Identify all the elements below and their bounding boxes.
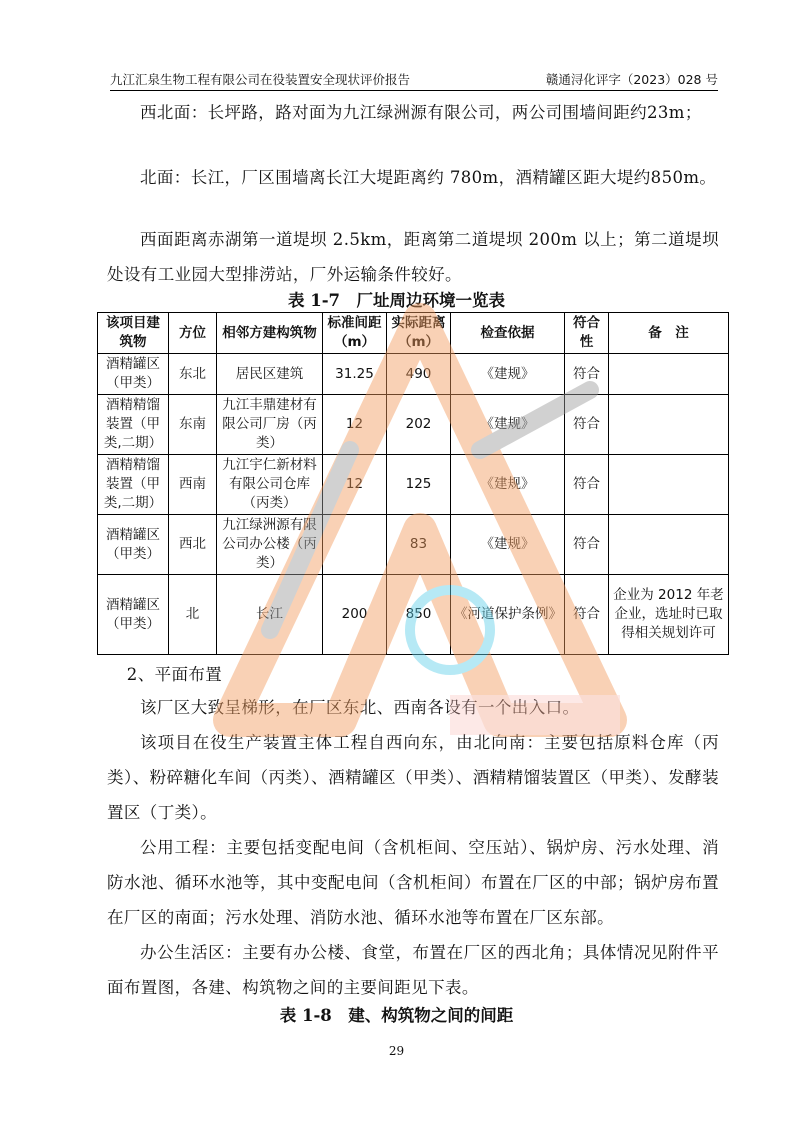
- table-cell: [609, 515, 729, 575]
- table-cell: 125: [387, 455, 451, 515]
- table-cell: 居民区建筑: [217, 354, 323, 395]
- table-cell: 长江: [217, 575, 323, 655]
- table-cell: 12: [323, 395, 387, 455]
- table-cell: 东南: [169, 395, 217, 455]
- table-cell: 九江绿洲源有限公司办公楼（丙类）: [217, 515, 323, 575]
- table-cell: 西南: [169, 455, 217, 515]
- header-cell: 方位: [169, 313, 217, 354]
- table-row: [98, 354, 729, 395]
- paragraph-layout: 该厂区大致呈梯形，在厂区东北、西南各设有一个出入口。: [140, 698, 580, 717]
- table-cell: 符合: [565, 575, 609, 655]
- table-row: [98, 455, 729, 515]
- table-cell: 《建规》: [451, 455, 565, 515]
- page-header: [110, 70, 718, 91]
- table-row: [98, 515, 729, 575]
- paragraph-north: 北面：长江，厂区围墙离长江大堤距离约 780m，酒精罐区距大堤约850m。: [140, 168, 717, 187]
- table-cell: [609, 354, 729, 395]
- table-cell: 东北: [169, 354, 217, 395]
- table-cell: 九江丰鼎建材有限公司厂房（丙类）: [217, 395, 323, 455]
- table-cell: 符合: [565, 455, 609, 515]
- table-cell: 12: [323, 455, 387, 515]
- table-cell: 202: [387, 395, 451, 455]
- table-cell: 北: [169, 575, 217, 655]
- paragraph-utilities: 公用工程：主要包括变配电间（含机柜间、空压站）、锅炉房、污水处理、消防水池、循环水池等，其中变配电间（含机柜间）布置在厂区的中部；锅炉房布置在厂区的南面；污水处理、消防水池、循环水池等布置在厂区东部。: [107, 838, 719, 927]
- header-cell: 该项目建筑物: [98, 313, 169, 354]
- table-cell: 850: [387, 575, 451, 655]
- header-cell: 相邻方建构筑物: [217, 313, 323, 354]
- header-cell: 标准间距（m）: [323, 313, 387, 354]
- table-cell: 《建规》: [451, 354, 565, 395]
- environment-table: [97, 312, 729, 655]
- table-cell: 《建规》: [451, 515, 565, 575]
- header-cell: 符合性: [565, 313, 609, 354]
- table-cell: 酒精精馏装置（甲类,二期）: [98, 455, 169, 515]
- table-cell: 企业为 2012 年老企业，选址时已取得相关规划许可: [609, 575, 729, 655]
- table-cell: 31.25: [323, 354, 387, 395]
- table-caption: 表 1-7 厂址周边环境一览表: [287, 291, 506, 310]
- page-number: 29: [388, 1044, 405, 1058]
- table-cell: 酒精罐区（甲类）: [98, 575, 169, 655]
- paragraph-office: 办公生活区：主要有办公楼、食堂，布置在厂区的西北角；具体情况见附件平面布置图，各建、构筑物之间的主要间距见下表。: [107, 943, 719, 997]
- table-cell: 《建规》: [451, 395, 565, 455]
- table-cell: 《河道保护条例》: [451, 575, 565, 655]
- header-cell: 备 注: [609, 313, 729, 354]
- paragraph-west: 西面距离赤湖第一道堤坝 2.5km，距离第二道堤坝 200m 以上；第二道堤坝处设有工业园大型排涝站，厂外运输条件较好。: [107, 230, 719, 284]
- table-cell: 西北: [169, 515, 217, 575]
- table-cell: 200: [323, 575, 387, 655]
- table-cell: 490: [387, 354, 451, 395]
- table-cell: 酒精罐区（甲类）: [98, 354, 169, 395]
- table-cell: [609, 395, 729, 455]
- header-left: 九江汇泉生物工程有限公司在役装置安全现状评价报告: [110, 72, 411, 87]
- paragraph-production: 该项目在役生产装置主体工程自西向东，由北向南：主要包括原料仓库（丙类）、粉碎糖化车间（丙类）、酒精罐区（甲类）、酒精精馏装置区（甲类）、发酵装置区（丁类）。: [107, 733, 719, 822]
- table-cell: 符合: [565, 395, 609, 455]
- table-row: [98, 575, 729, 655]
- paragraph-northwest: 西北面：长坪路，路对面为九江绿洲源有限公司，两公司围墙间距约23m；: [140, 103, 702, 122]
- table-row: [98, 395, 729, 455]
- table-cell: 83: [387, 515, 451, 575]
- table2-caption: 表 1-8 建、构筑物之间的间距: [279, 1006, 514, 1025]
- table-cell: 符合: [565, 515, 609, 575]
- table-cell: 酒精精馏装置（甲类,二期）: [98, 395, 169, 455]
- table-cell: 酒精罐区（甲类）: [98, 515, 169, 575]
- table-cell: 九江宇仁新材料有限公司仓库（丙类）: [217, 455, 323, 515]
- header-cell: 检查依据: [451, 313, 565, 354]
- table-header-row: [98, 313, 729, 354]
- header-right: 赣通浔化评字（2023）028 号: [545, 72, 718, 87]
- table-cell: [609, 455, 729, 515]
- table-cell: 符合: [565, 354, 609, 395]
- table-cell: [323, 515, 387, 575]
- header-cell: 实际距离（m）: [387, 313, 451, 354]
- section-title: 2、平面布置: [126, 665, 223, 684]
